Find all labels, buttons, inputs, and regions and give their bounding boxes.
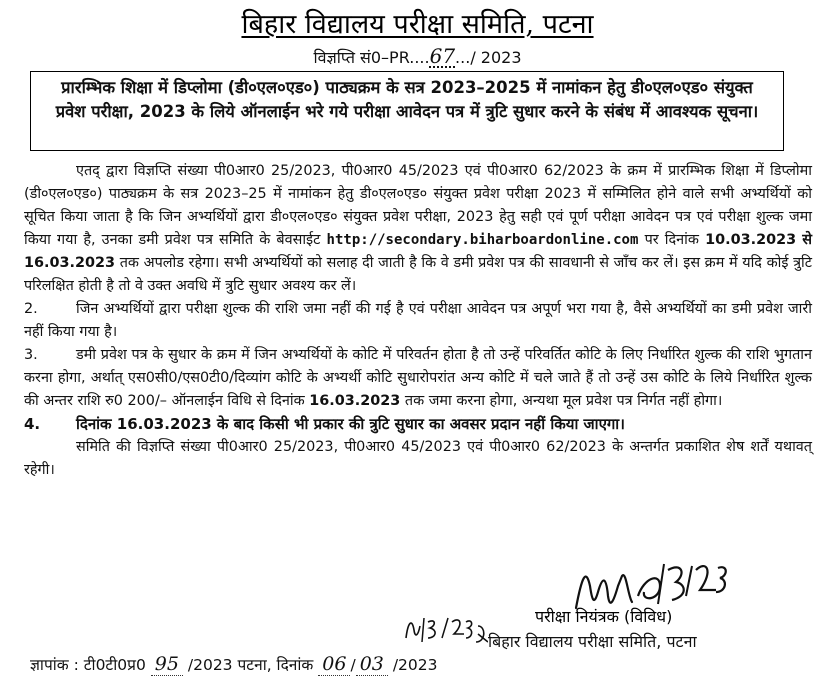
- notice-body: [24, 160, 812, 482]
- item-text: तक जमा करना होगा, अन्यथा मूल प्रवेश पत्र निर्गत नहीं होगा।: [404, 393, 723, 409]
- paragraph-intro: [24, 160, 812, 298]
- date-from: 10.03.2023: [705, 232, 797, 248]
- paragraph-item-3: [24, 344, 812, 413]
- page-title: बिहार विद्यालय परीक्षा समिति, पटना: [241, 9, 594, 40]
- paragraph-closing: समिति की विज्ञप्ति संख्या पी0आर0 25/2023, पी0आर0 45/2023 एवं पी0आर0 62/2023 के अन्तर्गत प्रकाशित शेष शर्तें यथावत् रहेगी।: [24, 439, 812, 478]
- memo-line: ज्ञापांक : टी0टी0प्र0 95 /2023 पटना, दिनांक 06 / 03 /2023: [30, 653, 438, 675]
- notice-number: 67: [429, 44, 456, 68]
- website-link[interactable]: http://secondary.biharboardonline.com: [326, 232, 639, 248]
- item-text: डमी प्रवेश पत्र के सुधार के क्रम में जिन अभ्यर्थियों के कोटि में परिवर्तन होता है तो उन्हें परिवर्तित कोटि के लिए निर्धारित शुल्क की राशि भुगतान करना होगा, अर्थात् एस0सी0/एस0टी0/दिव्यांग कोटि के अभ्यर्थी कोटि सुधारोपरांत अन्य कोटि में चले जाते हैं तो उन्हें उस कोटि के लिये निर्धारित शुल्क की अन्तर राशि रु0 200/– ऑनलाईन विधि से दिनांक: [24, 347, 812, 409]
- paragraph-item-4: [24, 413, 812, 436]
- notice-number-line: विज्ञप्ति सं0–PR....67.../ 2023: [313, 44, 522, 68]
- notice-year: / 2023: [470, 48, 522, 67]
- memo-day: 06: [318, 653, 350, 676]
- intro-text-1: एतद् द्वारा विज्ञप्ति संख्या पी0आर0 25/2023, पी0आर0 45/2023 एवं पी0आर0 62/2023 के क्रम में प्रारम्भिक शिक्षा में डिप्लोमा (डी०एल०एड०) पाठ्यक्रम के सत्र 2023–25 में नामांकन हेतु डी०एल०एड० संयुक्त प्रवेश परीक्षा 2023 में सम्मिलित होने वाले सभी अभ्यर्थियों को सूचित किया जाता है कि जिन अभ्यर्थियों द्वारा डी०एल०एड० संयुक्त प्रवेश परीक्षा, 2023 हेतु सही एवं पूर्ण परीक्षा आवेदन पत्र एवं परीक्षा शुल्क जमा किया गया है, उनका डमी प्रवेश पत्र समिति के बेवसाईट: [24, 163, 812, 248]
- memo-year: /2023: [392, 656, 438, 674]
- office-name: बिहार विद्यालय परीक्षा समिति, पटना: [488, 632, 697, 651]
- item-text: जिन अभ्यर्थियों द्वारा परीक्षा शुल्क की राशि जमा नहीं की गई है एवं परीक्षा आवेदन पत्र अपूर्ण भरा गया है, वैसे अभ्यर्थियों का डमी प्रवेश जारी नहीं किया गया है।: [24, 301, 812, 340]
- date-to: 16.03.2023: [24, 255, 116, 271]
- item-date: 16.03.2023: [309, 393, 401, 409]
- item-number: 3.: [24, 347, 38, 363]
- intro-text-2: पर दिनांक: [644, 232, 699, 248]
- intro-text-4: तक अपलोड रहेगा। सभी अभ्यर्थियों को सलाह दी जाती है कि वे डमी प्रवेश पत्र की सावधानी से जाँच कर लें। इस क्रम में यदि कोई त्रुटि परिलक्षित होती है तो वे उक्त अवधि में त्रुटि सुधार अवश्य कर लें।: [24, 255, 812, 294]
- item-number: 4.: [24, 415, 41, 433]
- subject-text: प्रारम्भिक शिक्षा में डिप्लोमा (डी०एल०एड०) पाठ्यक्रम के सत्र 2023–2025 में नामांकन हेतु डी०एल०एड० संयुक्त प्रवेश परीक्षा, 2023 के लिये ऑनलाईन भरे गये परीक्षा आवेदन पत्र में त्रुटि सुधार करने के संबंध में आवश्यक सूचना।: [55, 78, 759, 121]
- designation: परीक्षा नियंत्रक (विविध): [535, 607, 673, 626]
- paragraph-item-2: [24, 298, 812, 344]
- initials-mark: [402, 612, 488, 646]
- intro-text-3: से: [802, 232, 813, 248]
- memo-prefix: ज्ञापांक : टी0टी0प्र0: [30, 656, 146, 674]
- notice-prefix: विज्ञप्ति सं0–PR: [313, 48, 410, 67]
- memo-year-place: /2023 पटना, दिनांक: [187, 656, 314, 674]
- item-number: 2.: [24, 301, 38, 317]
- memo-number: 95: [151, 653, 183, 676]
- subject-box: [30, 71, 784, 151]
- memo-month: 03: [356, 653, 388, 676]
- item-text: दिनांक 16.03.2023 के बाद किसी भी प्रकार की त्रुटि सुधार का अवसर प्रदान नहीं किया जाएगा।: [76, 415, 625, 433]
